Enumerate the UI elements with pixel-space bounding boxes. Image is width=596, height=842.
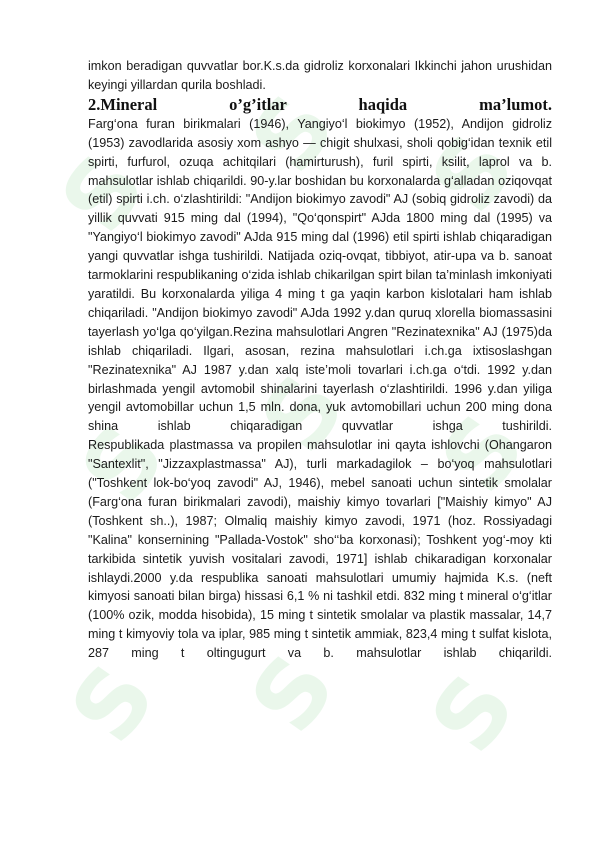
watermark-mark: S <box>60 405 186 522</box>
watermark-mark: S <box>230 635 356 752</box>
intro-paragraph: imkon beradigan quvvatlar bor.K.s.da gidroliz korxonalari Ikkinchi jahon urushidan keyingi yillardan qurila boshladi. <box>88 59 552 92</box>
body-paragraph: Farg‘ona furan birikmalari (1946), Yangiyo‘l biokimyo (1952), Andijon gidroliz (1953) zavodlarida asosiy xom ashyo — chigit shulxasi, sholi qobig‘idan texnik etil spirti, furfurol, ozuqa achitqilari (hamirturush), furil spirti, ksilit, laprol va b. mahsulotlar ishlab chiqarildi. 90-y.lar boshidan bu korxonalarda g‘alladan oziqovqat (etil) spirti i.ch. o‘zlashtirildi: "Andijon biokimyo zavodi" AJ (sobiq gidroliz zavodi) da yillik quvvati 915 ming dal (1994), "Qo‘qonspirt" AJda 1800 ming dal (1995) va "Yangiyo‘l biokimyo zavodi" AJda 915 ming dal (1996) etil spirti ishlab chiqaradigan yangi quvvatlar ishga tushirildi. Natijada oziq-ovqat, tibbiyot, atir-upa va b. sanoat tarmoklarini respublikaning o‘zida ishlab chikarilgan spirt bilan ta’minlash imkoniyati yaratildi. Bu korxonalarda yiliga 4 ming t ga yaqin karbon kislotalari ham ishlab chiqariladi. "Andijon biokimyo zavodi" AJda 1992 y.dan quruq xlorella biomassasini tayerlash yo‘lga qo‘yilgan.Rezina mahsulotlari Angren "Rezinatexnika" AJ (1975)da ishlab chiqariladi. Ilgari, asosan, rezina mahsulotlari i.ch.ga ixtisoslashgan "Rezinatexnika" AJ 1987 y.dan xalq iste’moli tovarlari i.ch.ga o‘tdi. 1992 y.dan birlashmada yengil avtomobil shinalarini tayerlash o‘zlashtirildi. 1996 y.dan yiliga yengil avtomobillar uchun 1,5 mln. dona, yuk avtomobillari uchun 200 ming dona shina ishlab chiqaradigan quvvatlar ishga tushirildi. <box>88 116 552 434</box>
watermark-mark: S <box>40 135 166 252</box>
body-paragraph-2: Respublikada plastmassa va propilen mahsulotlar ini qayta ishlovchi (Ohangaron "Santexlit", "Jizzaxplastmassa" AJ), turli markadagilok – bo‘yoq mahsulotlari ("Toshkent lok-bo‘yoq zavodi" AJ, 1946), mebel sanoati uchun sintetik smolalar (Farg‘ona furan birikmalari zavodi), maishiy kimyo tovarlari ["Maishiy kimyo" AJ (Toshkent sh..), 1987; Olmaliq maishiy kimyo zavodi, 1971 (hoz. Rossiyadagi "Kalina" konsernining "Pallada-Vostok" sho‘‘ba korxonasi); Toshkent yog‘-moy kti tarkibida sintetik yuvish vositalari zavodi, 1971] ishlab chikaradigan korxonalar ishlaydi.2000 y.da respublika sanoati mahsulotlari umumiy hajmida K.s. (neft kimyosi sanoati bilan birga) hissasi 6,1 % ni tashkil etdi. 832 ming t mineral o‘g‘itlar (100% ozik, modda hisobida), 15 ming t sintetik smolalar va plastik massalar, 14,7 ming t kimyoviy tola va iplar, 985 ming t sintetik ammiak, 823,4 ming t sulfat kislota, 287 ming t oltingugurt va b. mahsulotlar ishlab chiqarildi. <box>88 438 552 661</box>
watermark-mark: S <box>410 115 536 232</box>
section-heading: 2.Mineral o’g’itlar haqida ma’lumot. <box>88 94 552 114</box>
watermark-mark: S <box>410 655 536 772</box>
document-content <box>88 57 552 663</box>
watermark-mark: S <box>420 395 546 512</box>
watermark-mark: S <box>230 75 356 192</box>
watermark-mark: S <box>50 645 176 762</box>
watermark-mark: S <box>240 355 366 472</box>
